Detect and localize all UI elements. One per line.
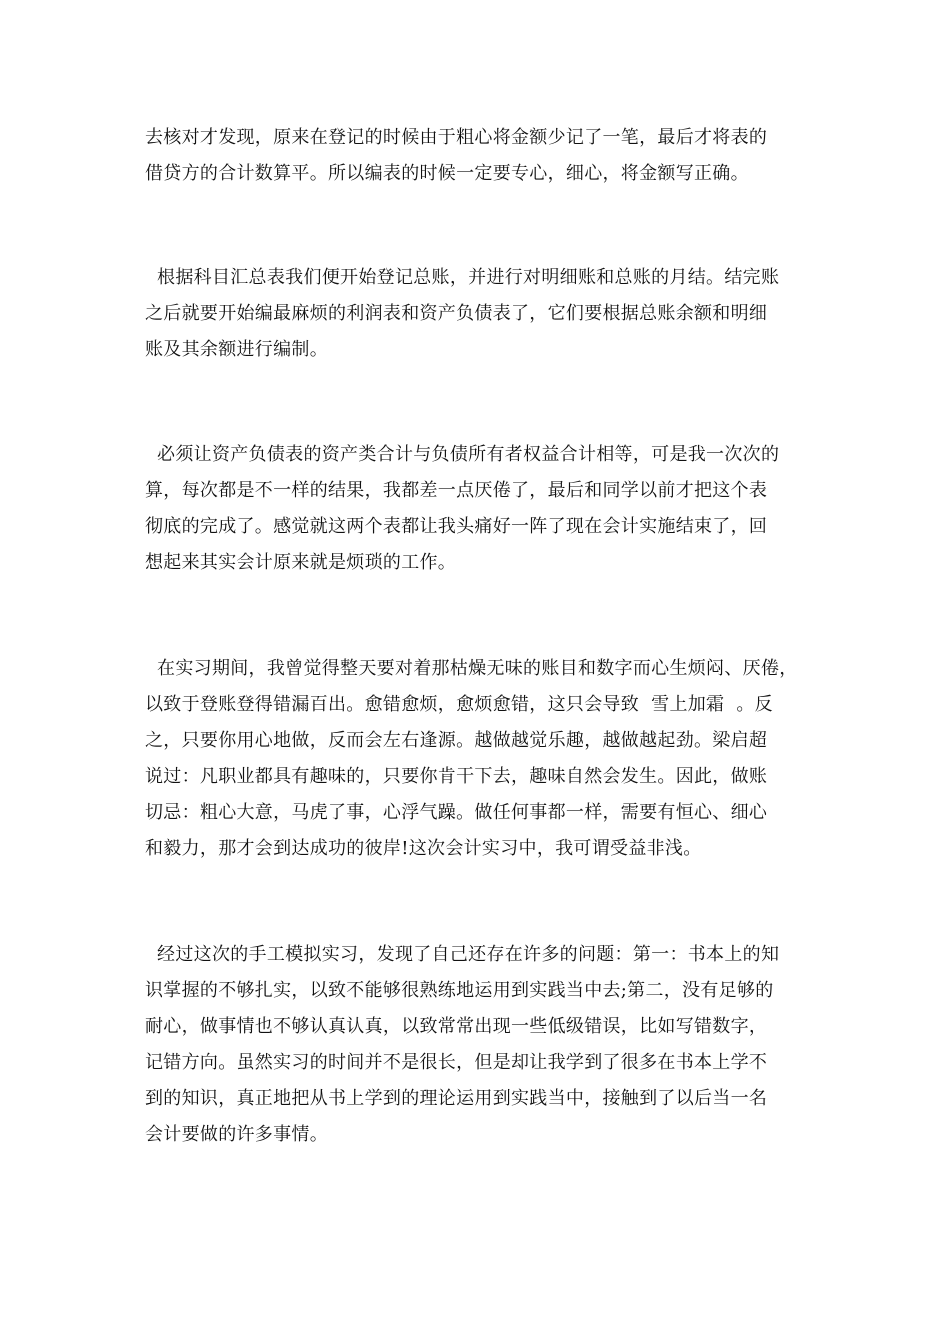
paragraph-line: 到的知识，真正地把从书上学到的理论运用到实践当中，接触到了以后当一名 xyxy=(145,1088,768,1109)
paragraph-line: 记错方向。虽然实习的时间并不是很长，但是却让我学到了很多在书本上学不 xyxy=(145,1052,768,1073)
paragraph-line: 之，只要你用心地做，反而会左右逢源。越做越觉乐趣，越做越起劲。梁启超 xyxy=(145,730,768,751)
paragraph-line: 算，每次都是不一样的结果，我都差一点厌倦了，最后和同学以前才把这个表 xyxy=(145,480,768,501)
paragraph-line: 借贷方的合计数算平。所以编表的时候一定要专心，细心，将金额写正确。 xyxy=(145,163,749,184)
paragraph-line: 经过这次的手工模拟实习，发现了自己还存在许多的问题：第一：书本上的知 xyxy=(145,944,780,965)
paragraph-line: 账及其余额进行编制。 xyxy=(145,339,328,360)
paragraph-4 xyxy=(145,651,825,867)
paragraph-line: 在实习期间，我曾觉得整天要对着那枯燥无味的账目和数字而心生烦闷、厌倦， xyxy=(145,658,798,679)
paragraph-1 xyxy=(145,120,825,192)
paragraph-line: 会计要做的许多事情。 xyxy=(145,1124,328,1145)
paragraph-line: 去核对才发现，原来在登记的时候由于粗心将金额少记了一笔，最后才将表的 xyxy=(145,127,768,148)
paragraph-3 xyxy=(145,437,825,581)
paragraph-line: 切忌：粗心大意，马虎了事，心浮气躁。做任何事都一样，需要有恒心、细心 xyxy=(145,802,768,823)
paragraph-line: 以致于登账登得错漏百出。愈错愈烦，愈烦愈错，这只会导致 雪上加霜 。反 xyxy=(145,694,773,715)
paragraph-2 xyxy=(145,260,825,368)
paragraph-5 xyxy=(145,937,825,1153)
paragraph-line: 必须让资产负债表的资产类合计与负债所有者权益合计相等，可是我一次次的 xyxy=(145,444,780,465)
paragraph-line: 识掌握的不够扎实，以致不能够很熟练地运用到实践当中去;第二，没有足够的 xyxy=(145,980,774,1001)
paragraph-line: 之后就要开始编最麻烦的利润表和资产负债表了，它们要根据总账余额和明细 xyxy=(145,303,768,324)
paragraph-line: 说过：凡职业都具有趣味的，只要你肯干下去，趣味自然会发生。因此，做账 xyxy=(145,766,768,787)
paragraph-line: 和毅力，那才会到达成功的彼岸!这次会计实习中，我可谓受益非浅。 xyxy=(145,838,702,859)
paragraph-line: 彻底的完成了。感觉就这两个表都让我头痛好一阵了现在会计实施结束了，回 xyxy=(145,516,768,537)
paragraph-line: 耐心，做事情也不够认真认真，以致常常出现一些低级错误，比如写错数字， xyxy=(145,1016,768,1037)
paragraph-line: 根据科目汇总表我们便开始登记总账，并进行对明细账和总账的月结。结完账 xyxy=(145,267,780,288)
paragraph-line: 想起来其实会计原来就是烦琐的工作。 xyxy=(145,552,457,573)
